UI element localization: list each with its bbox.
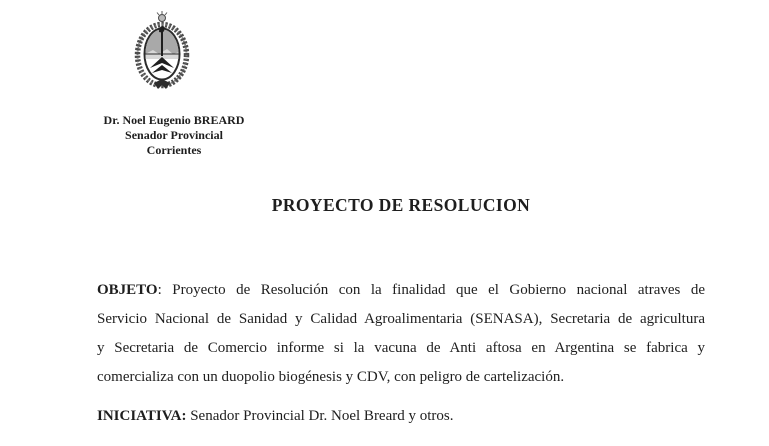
objeto-paragraph xyxy=(97,276,705,392)
iniciativa-label: INICIATIVA: xyxy=(97,408,187,424)
sender-role: Senador Provincial xyxy=(125,128,223,142)
paragraph-line: Servicio Nacional de Sanidad y Calidad Agroalimentaria (SENASA), Secretaria de agricultura xyxy=(97,311,705,327)
paragraph-line xyxy=(97,276,705,305)
iniciativa-line xyxy=(97,402,705,431)
sender-name: Dr. Noel Eugenio BREARD xyxy=(103,113,245,127)
objeto-line1-rest: : Proyecto de Resolución con la finalidad que el Gobierno nacional atraves de xyxy=(157,282,705,298)
paragraph-line: comercializa con un duopolio biogénesis y CDV, con peligro de cartelización. xyxy=(97,369,565,385)
sender-location: Corrientes xyxy=(146,143,202,157)
sender-block xyxy=(96,113,252,158)
paragraph-line: y Secretaria de Comercio informe si la vacuna de Anti aftosa en Argentina se fabrica y xyxy=(97,340,705,356)
iniciativa-text: Senador Provincial Dr. Noel Breard y otros. xyxy=(186,408,454,424)
coat-of-arms-icon xyxy=(133,10,191,92)
objeto-label: OBJETO xyxy=(97,282,158,298)
document-title: PROYECTO DE RESOLUCION xyxy=(271,195,531,215)
